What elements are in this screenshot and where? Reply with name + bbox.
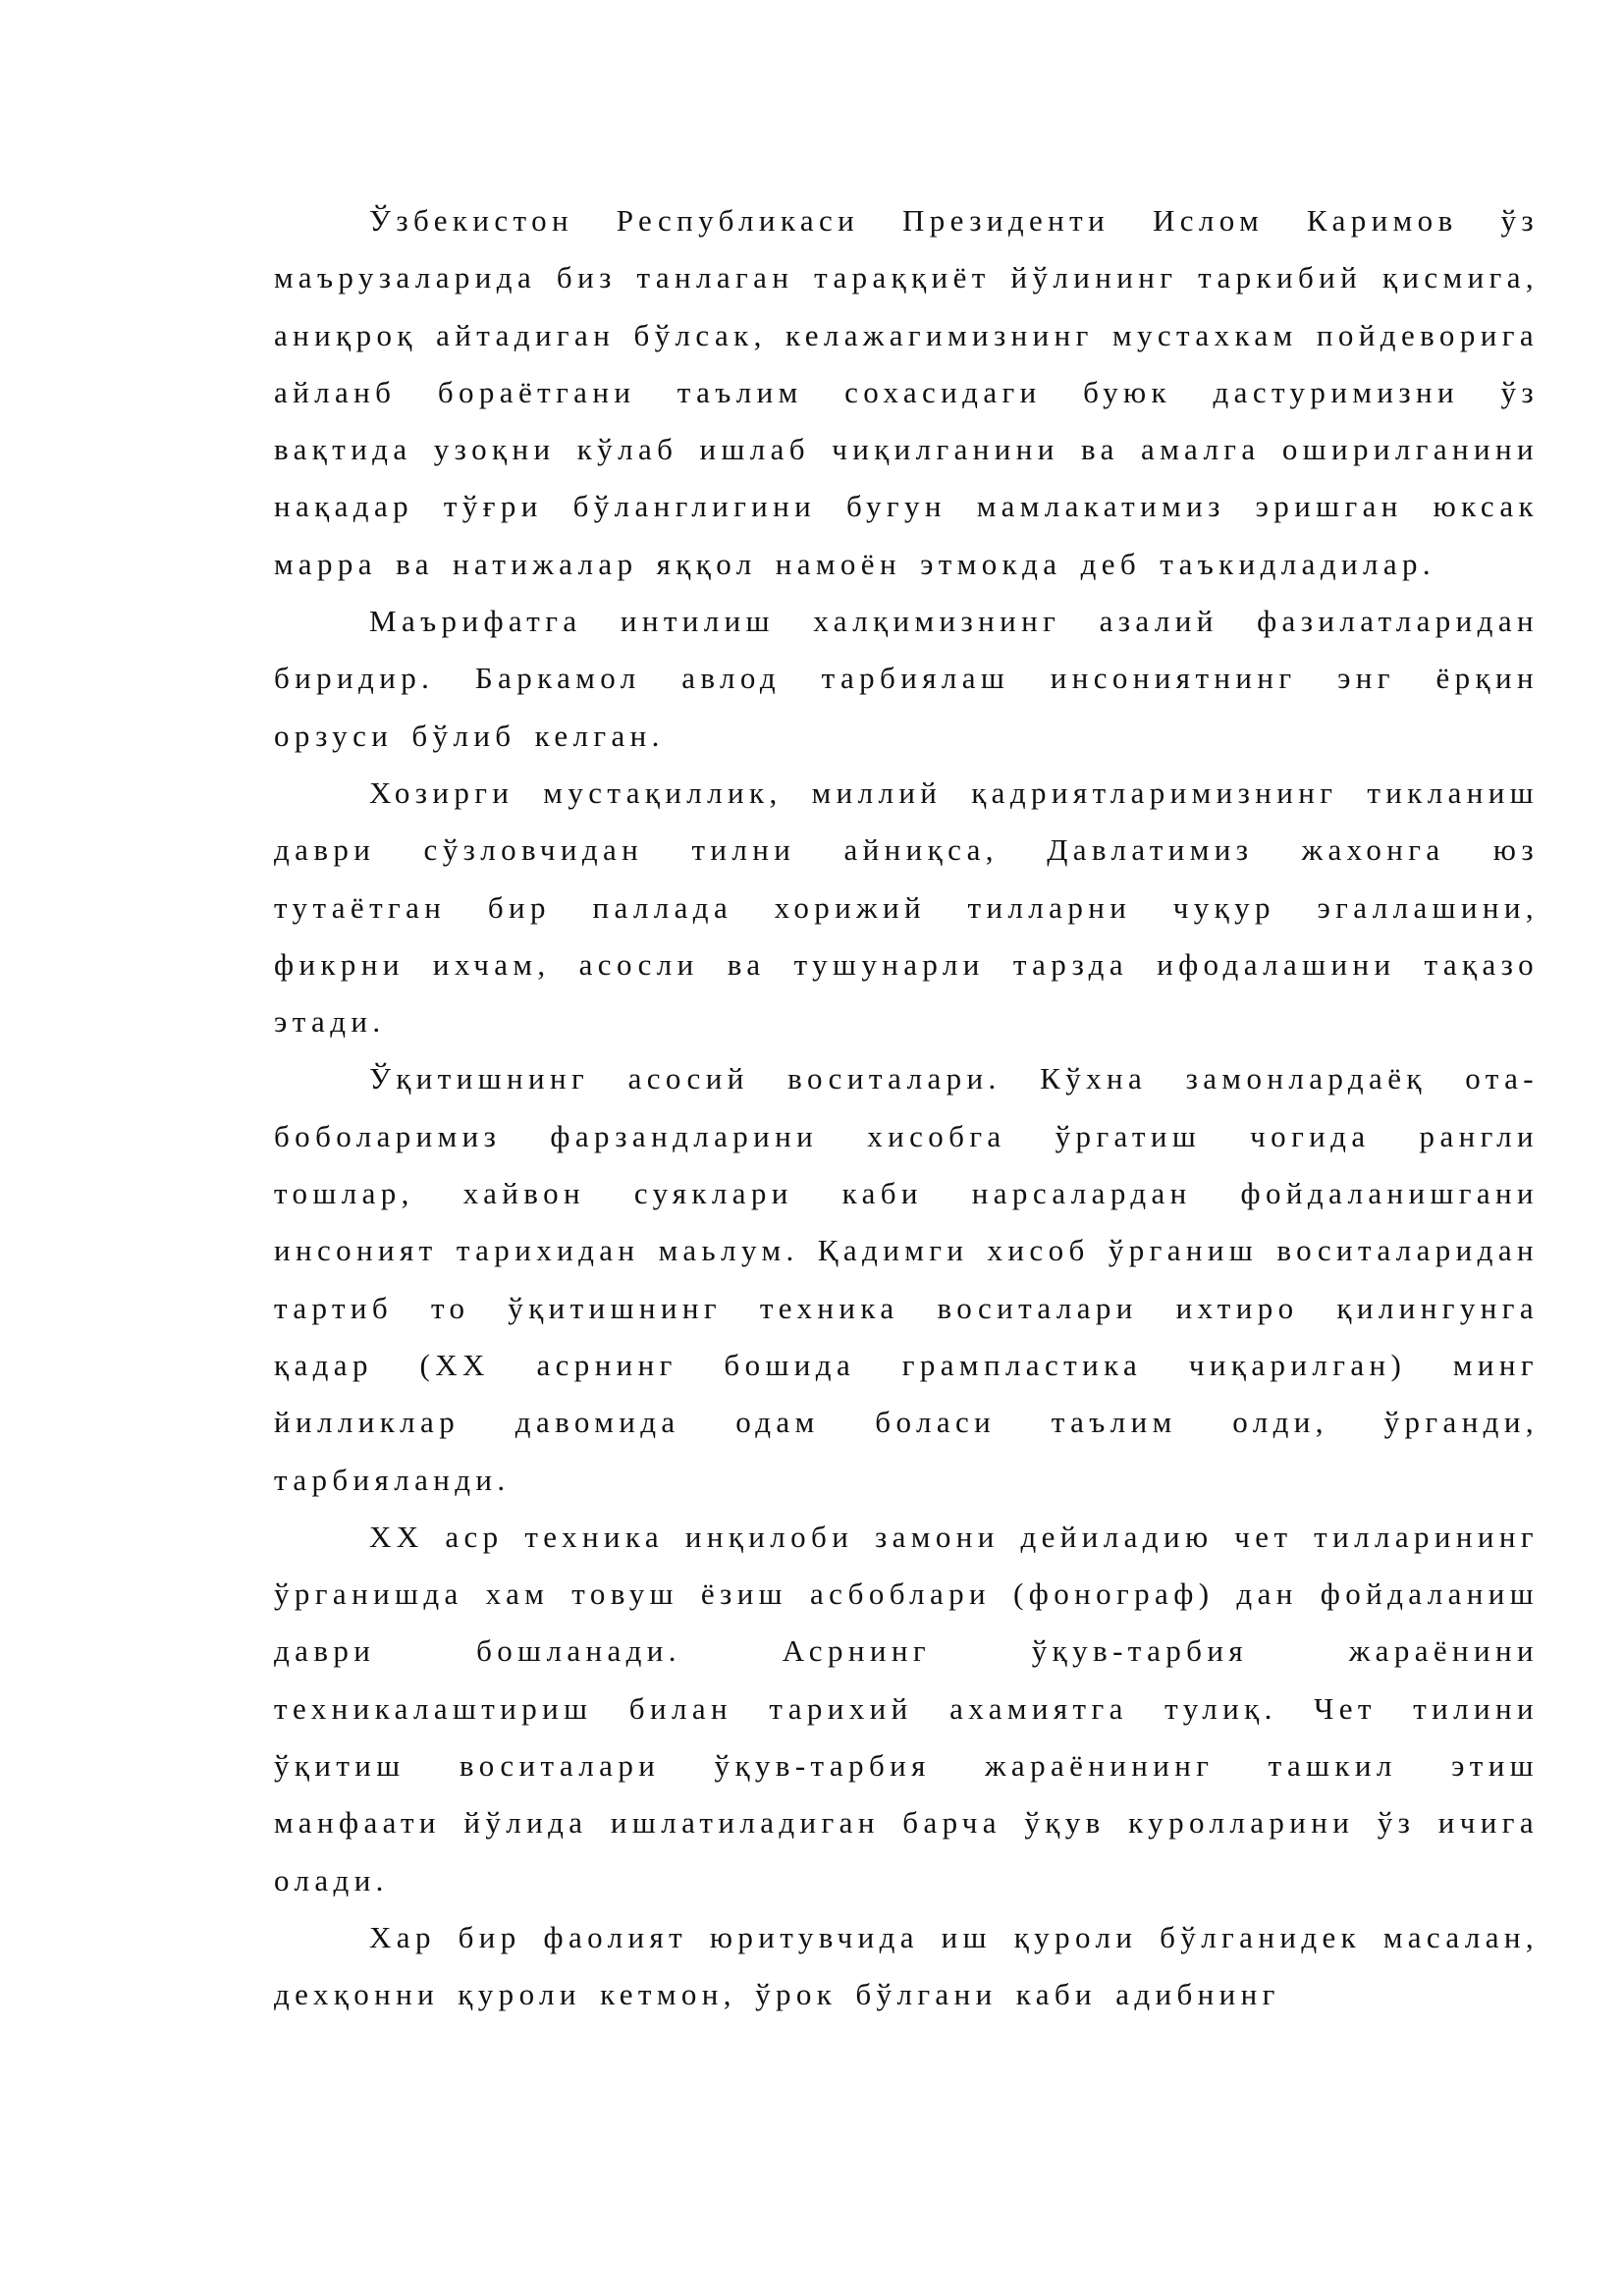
paragraph-6: Хар бир фаолият юритувчида иш қуроли бўлганидек масалан, дехқонни қуроли кетмон, ўрок бўлгани каби адибнинг xyxy=(274,1919,1539,2012)
paragraph-3: Хозирги мустақиллик, миллий қадриятларимизнинг тикланиш даври сўзловчидан тилни айниқса, Давлатимиз жахонга юз тутаётган бир паллада хорижий тилларни чуқур эгаллашини, фикрни ихчам, асосли ва тушунарли тарзда ифодалашини тақазо этади. xyxy=(274,774,1539,1040)
document-body xyxy=(274,192,1539,2024)
paragraph-5: ХХ аср техника инқилоби замони дейиладию чет тилларининг ўрганишда хам товуш ёзиш асбоблари (фонограф) дан фойдаланиш даври бошланади. Асрнинг ўқув-тарбия жараёнини техникалаштириш билан тарихий ахамиятга тулиқ. Чет тилини ўқитиш воситалари ўқув-тарбия жараёнининг ташкил этиш манфаати йўлида ишлатиладиган барча ўқув куролларини ўз ичига олади. xyxy=(274,1519,1539,1897)
paragraph-2: Маърифатга интилиш халқимизнинг азалий фазилатларидан биридир. Баркамол авлод тарбиялаш инсониятнинг энг ёрқин орзуси бўлиб келган. xyxy=(274,604,1539,753)
paragraph-4: Ўқитишнинг асосий воситалари. Кўхна замонлардаёқ ота-боболаримиз фарзандларини хисобга ўргатиш чогида рангли тошлар, хайвон суяклари каби нарсалардан фойдаланишгани инсоният тарихидан маьлум. Қадимги хисоб ўрганиш воситаларидан тартиб то ўқитишнинг техника воситалари ихтиро қилингунга қадар (ХХ асрнинг бошида грампластика чиқарилган) минг йилликлар давомида одам боласи таълим олди, ўрганди, тарбияланди. xyxy=(274,1061,1539,1497)
paragraph-1: Ўзбекистон Республикаси Президенти Ислом Каримов ўз маърузаларида биз танлаган тараққиёт йўлининг таркибий қисмига, аниқроқ айтадиган бўлсак, келажагимизнинг мустахкам пойдеворига айланб бораётгани таълим сохасидаги буюк дастуримизни ўз вақтида узоқни кўлаб ишлаб чиқилганини ва амалга оширилганини нақадар тўғри бўланглигини бугун мамлакатимиз эришган юксак марра ва натижалар яққол намоён этмокда деб таъкидладилар. xyxy=(274,203,1539,581)
